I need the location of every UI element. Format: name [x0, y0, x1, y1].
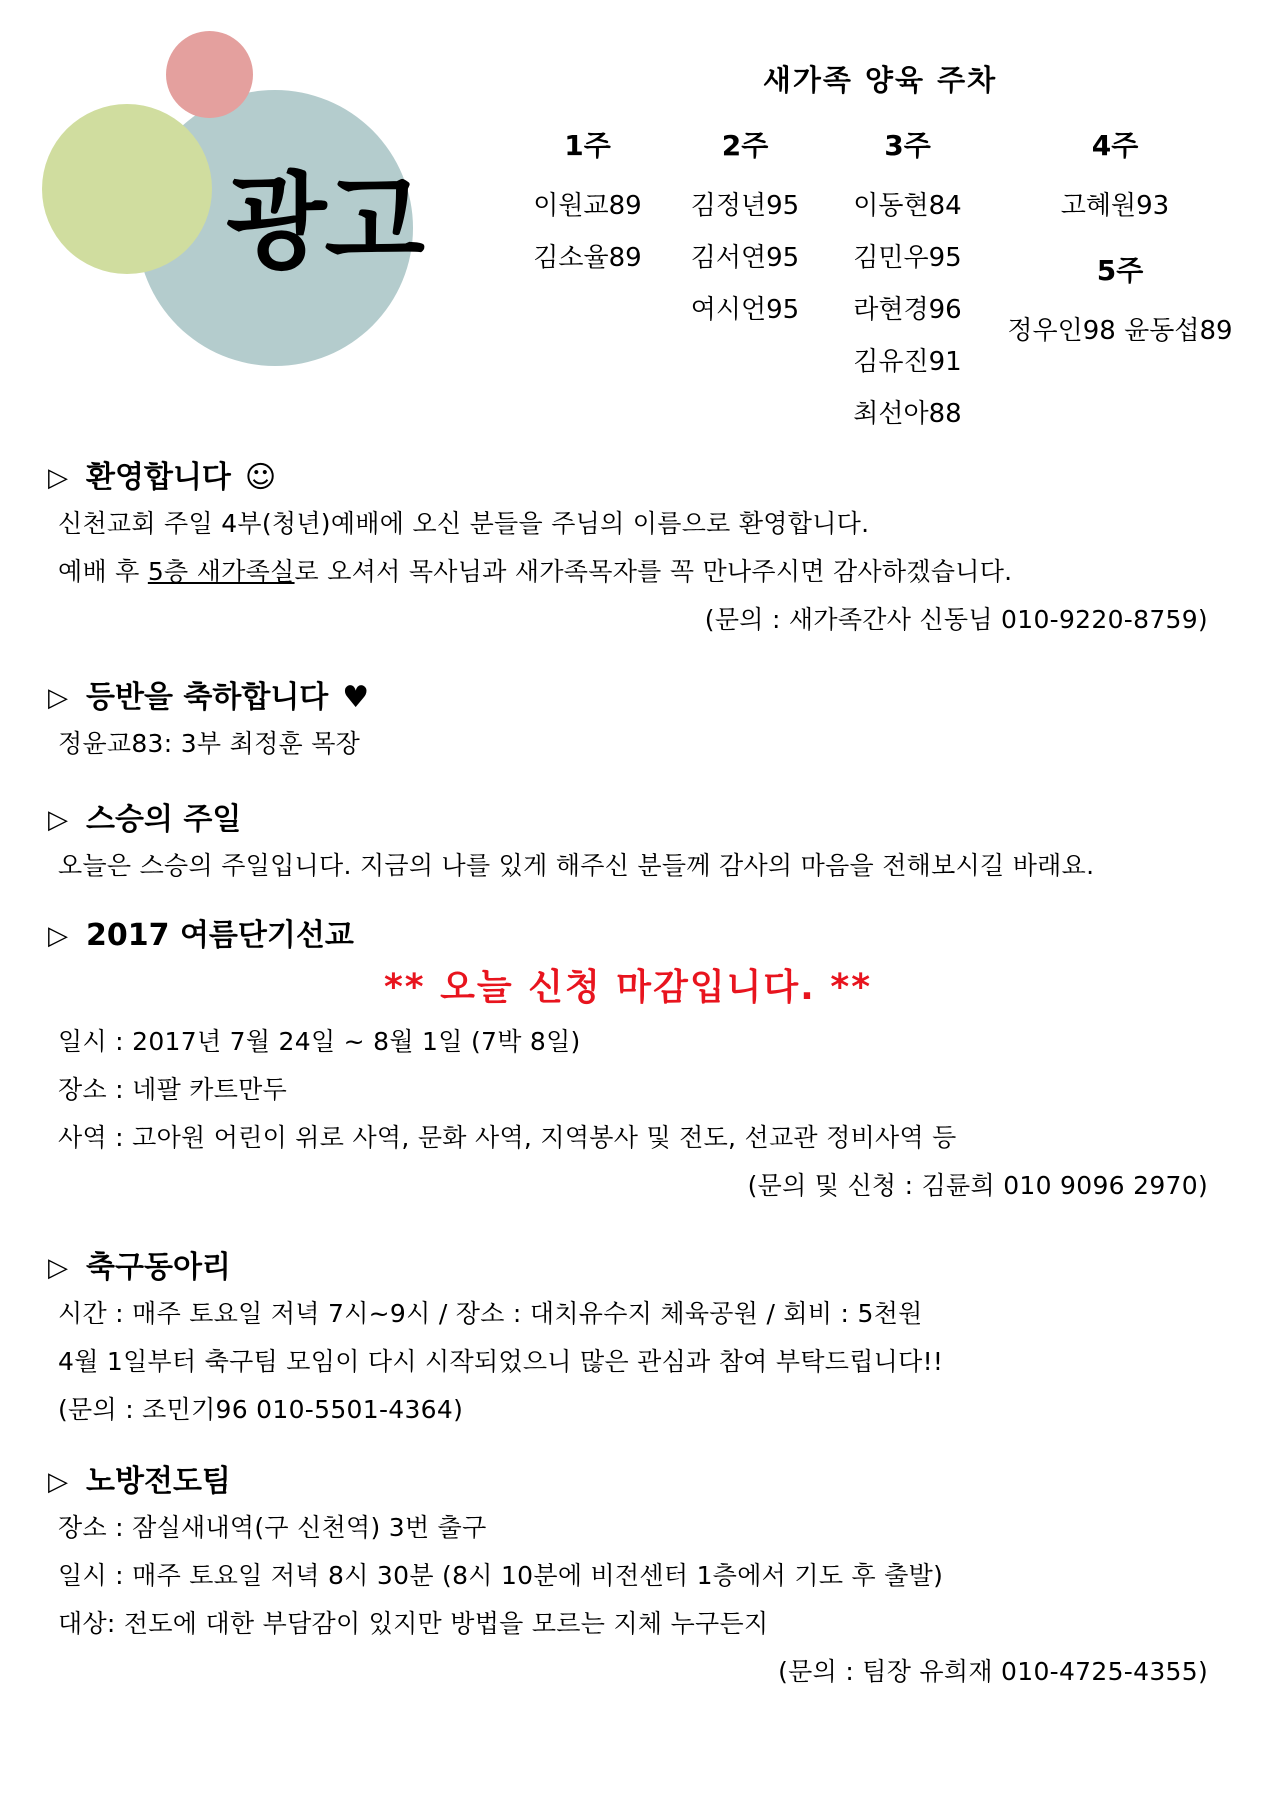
week-label: 2주 [721, 129, 769, 162]
member-name: 김정년95 [690, 191, 800, 221]
section-title: 2017 여름단기선교 [86, 918, 354, 953]
section-heading [48, 676, 1208, 720]
member-name: 이원교89 [533, 191, 642, 221]
week-column-1 [520, 128, 655, 284]
member-name: 최선아88 [853, 399, 962, 429]
week-label: 3주 [884, 129, 931, 162]
deadline-notice: ** 오늘 신청 마감입니다. ** [383, 967, 873, 1008]
member-name: 정우인98 윤동섭89 [1007, 316, 1233, 346]
welcome-section [48, 456, 1208, 644]
triangle-right-outline-icon: ▷ [48, 1467, 68, 1497]
member-name: 김유진91 [853, 347, 962, 377]
week-column-5 [1000, 253, 1240, 357]
member-name: 김민우95 [853, 243, 962, 273]
body-line: 일시 : 매주 토요일 저녁 8시 30분 (8시 10분에 비전센터 1층에서 기도 후 출발) [58, 1561, 944, 1590]
section-heading [48, 798, 1208, 842]
body-line: 정윤교83: 3부 최정훈 목장 [58, 729, 361, 758]
green-circle-decoration [42, 104, 212, 274]
member-name: 이동현84 [853, 191, 962, 221]
triangle-right-outline-icon: ▷ [48, 921, 68, 951]
page-title: 광고 [226, 161, 423, 283]
heart-icon: ♥ [342, 680, 370, 715]
member-name: 김서연95 [690, 243, 800, 273]
body-line: 장소 : 잠실새내역(구 신천역) 3번 출구 [58, 1513, 487, 1542]
body-line: 대상: 전도에 대한 부담감이 있지만 방법을 모르는 지체 누구든지 [58, 1609, 769, 1638]
body-line: 오늘은 스승의 주일입니다. 지금의 나를 있게 해주신 분들께 감사의 마음을 전해보시길 바래요. [58, 851, 1095, 880]
section-title: 스승의 주일 [86, 802, 242, 837]
member-name: 고혜원93 [1060, 191, 1170, 221]
advertisement-emblem [0, 0, 460, 400]
triangle-right-outline-icon: ▷ [48, 683, 68, 713]
body-line: 4월 1일부터 축구팀 모임이 다시 시작되었으니 많은 관심과 참여 부탁드립니다!! [58, 1347, 944, 1376]
teachers-day-section [48, 798, 1208, 890]
member-name: 라현경96 [853, 295, 962, 325]
body-line: 장소 : 네팔 카트만두 [58, 1075, 288, 1104]
text-span: 로 오셔서 목사님과 새가족목자를 꼭 만나주시면 감사하겠습니다. [294, 557, 1013, 586]
body-line: 일시 : 2017년 7월 24일 ~ 8월 1일 (7박 8일) [58, 1027, 581, 1056]
section-heading [48, 1246, 1208, 1290]
member-name: 김소율89 [533, 243, 642, 273]
street-evangelism-section [48, 1460, 1208, 1696]
contact-line: (문의 : 조민기96 010-5501-4364) [58, 1395, 464, 1424]
body-line [48, 548, 1208, 596]
promotion-section [48, 676, 1208, 768]
week-column-3 [840, 128, 975, 440]
section-heading [48, 1460, 1208, 1504]
section-title: 등반을 축하합니다 [86, 680, 329, 715]
pink-circle-decoration [166, 31, 253, 118]
triangle-right-outline-icon: ▷ [48, 1253, 68, 1283]
summer-mission-section [48, 914, 1208, 1210]
soccer-club-section [48, 1246, 1208, 1434]
contact-line: (문의 및 신청 : 김륜희 010 9096 2970) [747, 1171, 1208, 1200]
smiley-icon: ☺ [244, 460, 277, 495]
week-column-4 [1040, 128, 1190, 232]
text-span: 예배 후 [58, 557, 148, 586]
underlined-location: 5층 새가족실 [147, 557, 295, 586]
week-label: 5주 [1096, 254, 1144, 287]
contact-line: (문의 : 새가족간사 신동님 010-9220-8759) [704, 605, 1208, 634]
body-line: 시간 : 매주 토요일 저녁 7시~9시 / 장소 : 대치유수지 체육공원 / 회비 : 5천원 [58, 1299, 923, 1328]
section-heading [48, 456, 1208, 500]
section-title: 환영합니다 [86, 460, 231, 495]
triangle-right-outline-icon: ▷ [48, 805, 68, 835]
body-line: 사역 : 고아원 어린이 위로 사역, 문화 사역, 지역봉사 및 전도, 선교관 정비사역 등 [58, 1123, 957, 1152]
triangle-right-outline-icon: ▷ [48, 463, 68, 493]
week-label: 1주 [564, 129, 611, 162]
week-column-2 [680, 128, 810, 336]
section-title: 노방전도팀 [86, 1464, 231, 1499]
section-title: 축구동아리 [86, 1250, 231, 1285]
member-name: 여시언95 [690, 295, 800, 325]
section-heading [48, 914, 1208, 958]
contact-line: (문의 : 팀장 유희재 010-4725-4355) [778, 1657, 1208, 1686]
week-table-heading: 새가족 양육 주차 [762, 63, 998, 97]
body-line: 신천교회 주일 4부(청년)예배에 오신 분들을 주님의 이름으로 환영합니다. [58, 509, 870, 538]
week-label: 4주 [1091, 129, 1139, 162]
